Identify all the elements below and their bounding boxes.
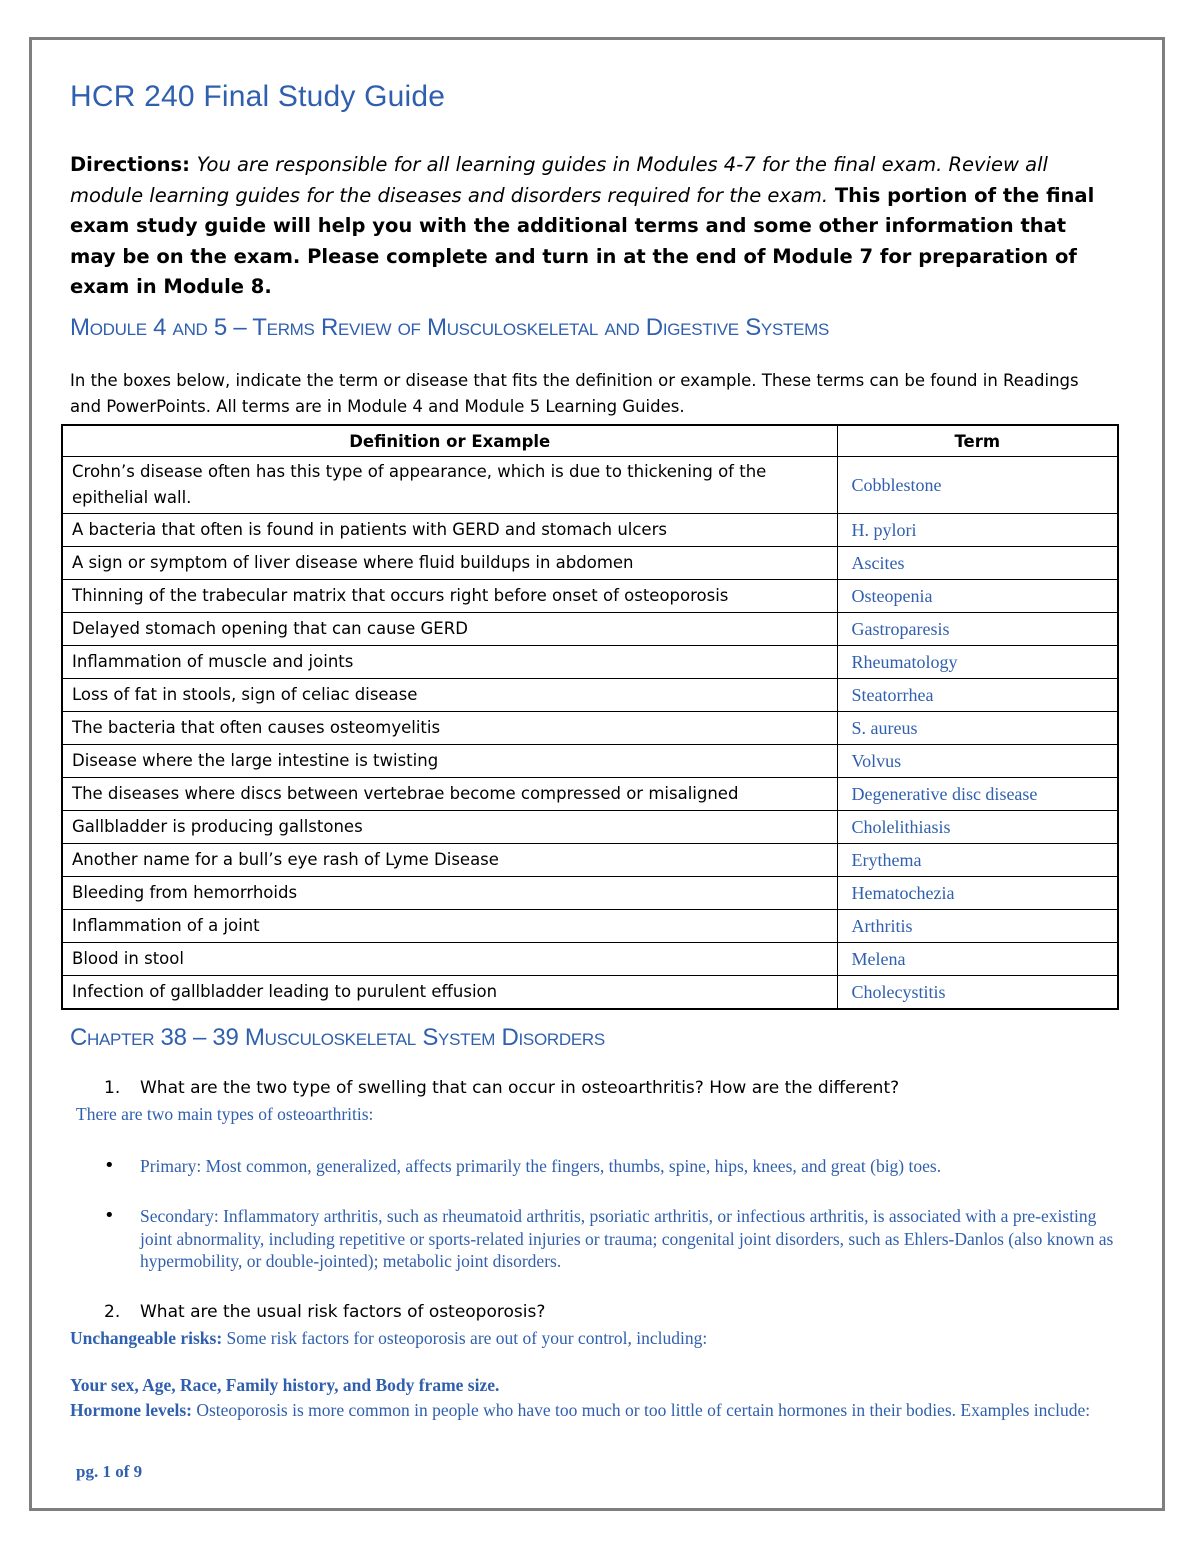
list-item	[104, 1205, 1124, 1273]
definition-cell: Gallbladder is producing gallstones	[62, 811, 837, 844]
page-number: pg. 1 of 9	[76, 1462, 143, 1481]
definition-cell: A sign or symptom of liver disease where fluid buildups in abdomen	[62, 547, 837, 580]
term-cell: Cobblestone	[837, 457, 1118, 514]
table-row	[62, 679, 1118, 712]
table-row	[62, 613, 1118, 646]
definition-cell: Inflammation of muscle and joints	[62, 646, 837, 679]
table-header-row	[62, 425, 1118, 457]
question-text: What are the usual risk factors of osteoporosis?	[140, 1302, 546, 1322]
term-cell: Cholecystitis	[837, 976, 1118, 1010]
question-1	[104, 1078, 899, 1098]
term-cell: Erythema	[837, 844, 1118, 877]
directions-paragraph	[70, 150, 1110, 303]
directions-bold-text: This portion of the final exam study guide will help you with the additional terms and some other information that may be on the exam. Please complete and turn in at the end of Module 7 for preparation of exam in Module 8.	[70, 183, 1095, 298]
page-title: HCR 240 Final Study Guide	[70, 80, 446, 113]
list-item-text: Primary: Most common, generalized, affects primarily the fingers, thumbs, spine, hips, knees, and great (big) toes.	[140, 1156, 942, 1176]
list-item-text: Secondary: Inflammatory arthritis, such as rheumatoid arthritis, psoriatic arthritis, or infectious arthritis, is associated with a pre-existing joint abnormality, including repetitive or sports-related injuries or trauma; congenital joint disorders, such as Ehlers-Danlos (also known as hypermobility, or double-jointed); metabolic joint disorders.	[140, 1206, 1114, 1271]
table-row	[62, 580, 1118, 613]
definition-cell: The bacteria that often causes osteomyelitis	[62, 712, 837, 745]
term-cell: S. aureus	[837, 712, 1118, 745]
question-number: 1.	[104, 1078, 121, 1098]
section-intro: In the boxes below, indicate the term or disease that fits the definition or example. These terms can be found in Readings and PowerPoints. All terms are in Module 4 and Module 5 Learning Guides.	[70, 371, 1079, 416]
section-heading-module-4-5: Module 4 and 5 – Terms Review of Musculoskeletal and Digestive Systems	[70, 314, 830, 341]
term-cell: Arthritis	[837, 910, 1118, 943]
hormone-label: Hormone levels:	[70, 1400, 192, 1420]
term-cell: Hematochezia	[837, 877, 1118, 910]
table-row	[62, 811, 1118, 844]
definition-cell: Crohn’s disease often has this type of appearance, which is due to thickening of the epithelial wall.	[62, 457, 837, 514]
table-row	[62, 976, 1118, 1010]
table-row	[62, 910, 1118, 943]
definition-cell: Delayed stomach opening that can cause GERD	[62, 613, 837, 646]
directions-italic-text: You are responsible for all learning guides in Modules 4-7 for the final exam. Review all module learning guides for the diseases and disorders required for the exam.	[70, 153, 1048, 207]
table-row	[62, 943, 1118, 976]
table-row	[62, 877, 1118, 910]
question-2	[104, 1302, 545, 1322]
question-number: 2.	[104, 1302, 121, 1322]
definition-cell: Thinning of the trabecular matrix that occurs right before onset of osteoporosis	[62, 580, 837, 613]
definition-cell: Another name for a bull’s eye rash of Lyme Disease	[62, 844, 837, 877]
answer-2-factors: Your sex, Age, Race, Family history, and Body frame size.	[70, 1375, 500, 1395]
definition-cell: Disease where the large intestine is twisting	[62, 745, 837, 778]
term-cell: Steatorrhea	[837, 679, 1118, 712]
term-cell: Melena	[837, 943, 1118, 976]
column-header-definition: Definition or Example	[62, 425, 837, 457]
table-row	[62, 547, 1118, 580]
section-heading-chapter-38-39: Chapter 38 – 39 Musculoskeletal System Disorders	[70, 1024, 605, 1051]
term-cell: Degenerative disc disease	[837, 778, 1118, 811]
definition-cell: A bacteria that often is found in patients with GERD and stomach ulcers	[62, 514, 837, 547]
term-cell: H. pylori	[837, 514, 1118, 547]
table-row	[62, 514, 1118, 547]
answer-1-intro: There are two main types of osteoarthritis:	[76, 1104, 374, 1124]
answer-2-hormones	[70, 1400, 1090, 1421]
table-row	[62, 712, 1118, 745]
unchangeable-label: Unchangeable risks:	[70, 1328, 223, 1348]
terms-table	[61, 424, 1119, 1010]
term-cell: Cholelithiasis	[837, 811, 1118, 844]
table-row	[62, 745, 1118, 778]
definition-cell: Bleeding from hemorrhoids	[62, 877, 837, 910]
unchangeable-text: Some risk factors for osteoporosis are out of your control, including:	[226, 1328, 708, 1348]
directions-label: Directions:	[70, 153, 190, 176]
hormone-text: Osteoporosis is more common in people who have too much or too little of certain hormones in their bodies. Examples include:	[196, 1400, 1091, 1420]
list-item	[104, 1155, 1124, 1178]
term-cell: Ascites	[837, 547, 1118, 580]
definition-cell: The diseases where discs between vertebrae become compressed or misaligned	[62, 778, 837, 811]
column-header-term: Term	[837, 425, 1118, 457]
table-row	[62, 844, 1118, 877]
bullet-icon: •	[104, 1155, 115, 1176]
table-row	[62, 457, 1118, 514]
table-row	[62, 778, 1118, 811]
question-text: What are the two type of swelling that can occur in osteoarthritis? How are the different?	[140, 1078, 900, 1098]
term-cell: Volvus	[837, 745, 1118, 778]
definition-cell: Inflammation of a joint	[62, 910, 837, 943]
definition-cell: Blood in stool	[62, 943, 837, 976]
term-cell: Rheumatology	[837, 646, 1118, 679]
definition-cell: Loss of fat in stools, sign of celiac disease	[62, 679, 837, 712]
term-cell: Osteopenia	[837, 580, 1118, 613]
term-cell: Gastroparesis	[837, 613, 1118, 646]
table-row	[62, 646, 1118, 679]
definition-cell: Infection of gallbladder leading to purulent effusion	[62, 976, 837, 1010]
answer-2-unchangeable	[70, 1328, 707, 1349]
bullet-icon: •	[104, 1205, 115, 1226]
